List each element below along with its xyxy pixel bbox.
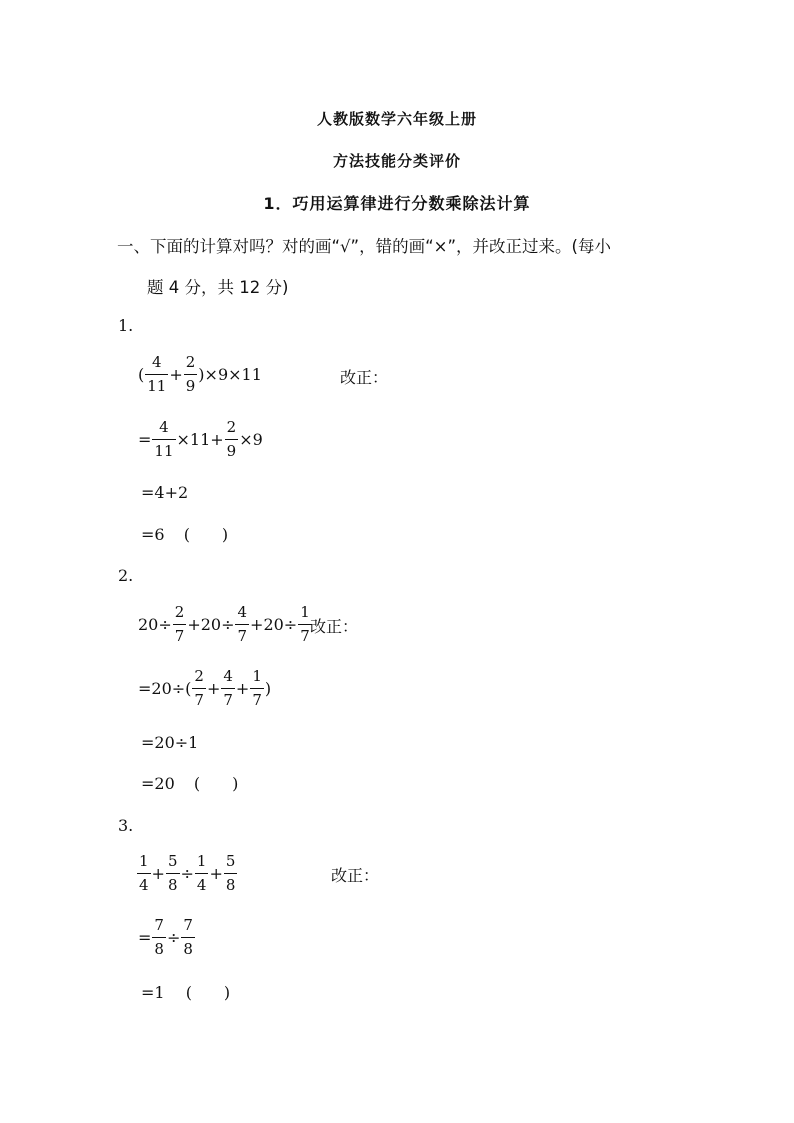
operator: +: [206, 678, 221, 698]
operator: +: [151, 863, 165, 883]
fraction: $\frac{1}{7}$: [252, 667, 262, 709]
problem-2-line1: [138, 604, 313, 645]
fraction: $\frac{7}{8}$: [183, 916, 193, 958]
fraction: $\frac{7}{8}$: [154, 916, 164, 958]
document-title: 人教版数学六年级上册: [316, 110, 477, 128]
question-prompt-line2: 题 4 分，共 12 分): [147, 278, 289, 297]
operator: ÷: [180, 863, 194, 883]
answer-blank[interactable]: ( ): [185, 983, 231, 1002]
problem-1-correction-label: 改正：: [340, 368, 389, 387]
expression-part: +20÷: [187, 614, 235, 634]
problem-3-correction-label: 改正：: [331, 866, 380, 885]
operator: +: [235, 678, 250, 698]
open-paren: (: [138, 364, 145, 384]
operator: +: [209, 863, 223, 883]
expression-tail: )×9×11: [198, 364, 262, 384]
problem-1-line1: [138, 354, 262, 395]
fraction: $\frac{2}{7}$: [194, 667, 204, 709]
result: =1: [141, 983, 165, 1002]
expression-part: +20÷: [250, 614, 298, 634]
expression-part: =20÷(: [138, 678, 192, 698]
fraction: $\frac{1}{4}$: [139, 852, 149, 894]
operator: +: [169, 364, 183, 384]
expression-middle: ×11+: [176, 429, 224, 449]
fraction: $\frac{1}{7}$: [300, 603, 310, 645]
question-prompt-line1: 一、下面的计算对吗？对的画“√”，错的画“×”，并改正过来。(每小: [117, 237, 611, 256]
problem-1-number: 1.: [118, 316, 134, 335]
result: =20: [141, 774, 175, 793]
problem-1-line4: [141, 525, 228, 545]
problem-2-line4: [141, 774, 238, 794]
problem-3-number: 3.: [118, 816, 134, 835]
answer-blank[interactable]: ( ): [183, 525, 229, 544]
problem-2-line3: =20÷1: [141, 733, 199, 752]
problem-3-line3: [141, 983, 230, 1003]
operator: ÷: [166, 927, 181, 947]
fraction: $\frac{4}{7}$: [237, 603, 248, 645]
problem-2-line2: [138, 668, 271, 709]
fraction: $\frac{2}{9}$: [185, 353, 196, 395]
equals-sign: =: [138, 429, 152, 449]
answer-blank[interactable]: ( ): [193, 774, 239, 793]
result: =6: [141, 525, 165, 544]
problem-2-number: 2.: [118, 566, 134, 585]
fraction: $\frac{4}{7}$: [223, 667, 233, 709]
document-subtitle: 方法技能分类评价: [332, 152, 461, 170]
problem-2-correction-label: 改正：: [310, 617, 359, 636]
expression-tail: ×9: [239, 429, 263, 449]
fraction: $\frac{2}{7}$: [174, 603, 185, 645]
close-paren: ): [264, 678, 272, 698]
section-heading: 1．巧用运算律进行分数乘除法计算: [263, 194, 531, 213]
fraction: $\frac{4}{11}$: [147, 353, 167, 395]
problem-1-line2: [138, 419, 263, 460]
fraction: $\frac{5}{8}$: [167, 852, 178, 894]
problem-3-line2: [138, 917, 196, 958]
expression-part: 20÷: [138, 614, 172, 634]
fraction: $\frac{5}{8}$: [225, 852, 236, 894]
fraction: $\frac{1}{4}$: [196, 852, 207, 894]
fraction: $\frac{2}{9}$: [226, 418, 237, 460]
fraction: $\frac{4}{11}$: [154, 418, 174, 460]
equals-sign: =: [138, 927, 152, 947]
problem-1-line3: =4+2: [141, 483, 189, 502]
problem-3-line1: [136, 853, 238, 894]
